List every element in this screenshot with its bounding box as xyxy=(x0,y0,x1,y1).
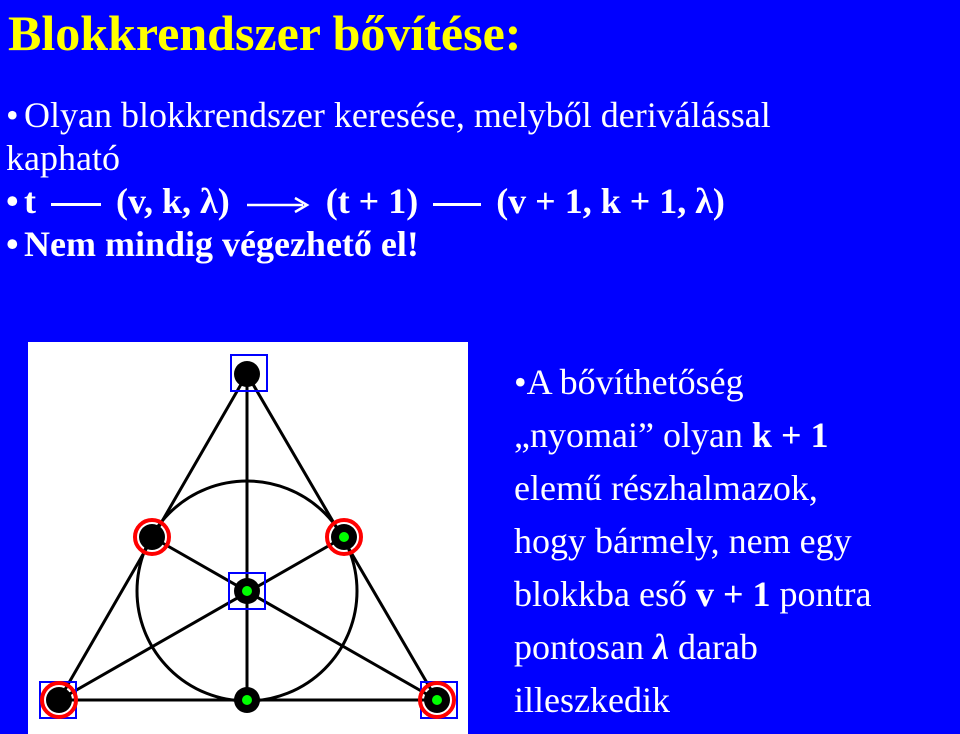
bullet-2 xyxy=(6,180,956,223)
point-center-mark-bottom-mid xyxy=(242,695,252,705)
explanation-line-3 xyxy=(514,462,960,515)
explanation-line-4 xyxy=(514,515,960,568)
slide-title: Blokkrendszer bővítése: xyxy=(8,5,522,61)
explanation-text-3: elemű részhalmazok, xyxy=(514,468,818,508)
explanation-v-plus-1: v + 1 xyxy=(695,574,771,614)
explanation-k-plus-1: k + 1 xyxy=(751,415,829,455)
bullet-dot: • xyxy=(6,224,19,264)
explanation-text-4: hogy bármely, nem egy xyxy=(514,521,852,561)
explanation-text-7: illeszkedik xyxy=(514,680,670,720)
median-right xyxy=(152,537,437,700)
explanation-text-1: A bővíthetőség xyxy=(526,362,744,402)
bullet-1 xyxy=(6,94,956,137)
point-center-mark-center xyxy=(242,586,252,596)
explanation-text-5a: blokkba eső xyxy=(514,574,696,614)
explanation-line-5 xyxy=(514,568,960,621)
bullet-dot: • xyxy=(6,95,19,135)
explanation-text-2: „nyomai” olyan xyxy=(514,415,752,455)
explanation-line-2 xyxy=(514,409,960,462)
arrow-right-icon xyxy=(245,195,311,215)
dash-icon xyxy=(433,203,481,206)
dash-icon xyxy=(51,203,101,206)
bullet-2-t: t xyxy=(24,181,36,221)
point-top xyxy=(234,361,260,387)
explanation-line-7 xyxy=(514,674,960,727)
point-center-mark-right xyxy=(339,532,349,542)
bullet-2-params1: (v, k, λ) xyxy=(116,181,230,221)
explanation-text-6b: darab xyxy=(668,627,758,667)
bullet-3 xyxy=(6,223,956,266)
bullet-2-params2: (v + 1, k + 1, λ) xyxy=(496,181,725,221)
bullet-2-mid: (t + 1) xyxy=(325,181,419,221)
point-center-mark-bottom-right xyxy=(432,695,442,705)
point-left xyxy=(139,524,165,550)
extension-explanation xyxy=(514,356,960,727)
bullet-dot: • xyxy=(514,362,527,402)
bullet-3-text: Nem mindig végezhető el! xyxy=(24,224,419,264)
bullet-list xyxy=(6,94,956,266)
explanation-line-6 xyxy=(514,621,960,674)
bullet-1-text: Olyan blokkrendszer keresése, melyből deriválással xyxy=(24,95,771,135)
point-bottom-left xyxy=(46,687,72,713)
fano-plane-svg xyxy=(28,342,468,734)
bullet-1-continuation xyxy=(6,137,956,180)
explanation-text-6a: pontosan xyxy=(514,627,653,667)
bullet-1-text-cont: kapható xyxy=(6,138,120,178)
explanation-lambda: λ xyxy=(653,627,669,667)
fano-plane-figure xyxy=(28,342,468,734)
bullet-dot: • xyxy=(6,181,19,221)
explanation-line-1 xyxy=(514,356,960,409)
median-left xyxy=(59,537,344,700)
explanation-text-5b: pontra xyxy=(770,574,872,614)
